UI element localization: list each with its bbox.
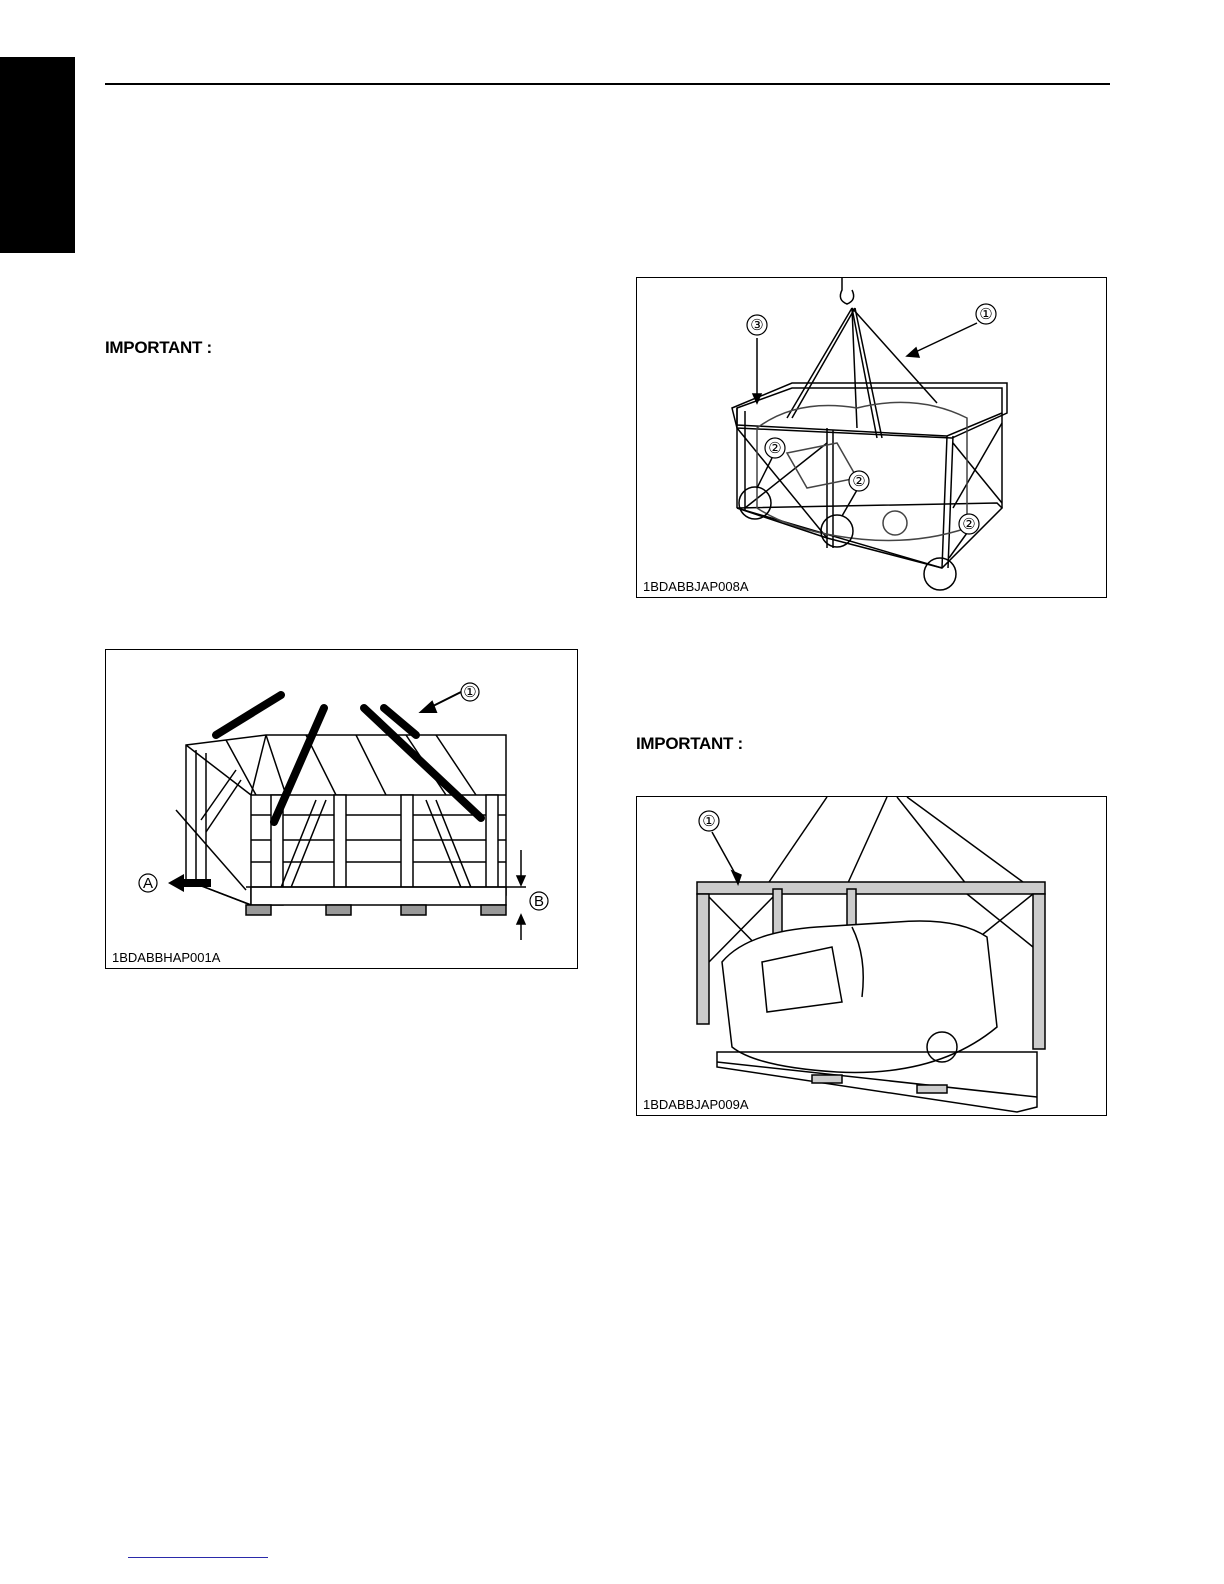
important-label-left: IMPORTANT :	[105, 338, 212, 357]
callout-2-right: ②	[962, 516, 976, 533]
callout-1: ①	[979, 306, 993, 323]
figure-crate	[105, 649, 578, 969]
crate-illustration	[106, 650, 579, 970]
figure-frame-tractor	[636, 796, 1107, 1116]
section-tab	[0, 57, 75, 253]
callout-2-center: ②	[852, 473, 866, 490]
frame-tractor-illustration	[637, 797, 1108, 1117]
callout-b: B	[533, 893, 545, 910]
figure-code: 1BDABBJAP009A	[643, 1097, 749, 1112]
important-label-right: IMPORTANT :	[636, 734, 743, 753]
header-rule	[105, 83, 1110, 85]
figure-code: 1BDABBHAP001A	[112, 950, 221, 965]
callout-1: ①	[702, 813, 716, 830]
callout-a: A	[142, 875, 154, 892]
figure-code: 1BDABBJAP008A	[643, 579, 749, 594]
lifting-frame-illustration	[637, 278, 1108, 599]
callout-1: ①	[463, 684, 477, 701]
figure-lifting-frame	[636, 277, 1107, 598]
callout-2-left: ②	[768, 440, 782, 457]
footer-rule	[128, 1557, 268, 1558]
callout-3: ③	[750, 317, 764, 334]
